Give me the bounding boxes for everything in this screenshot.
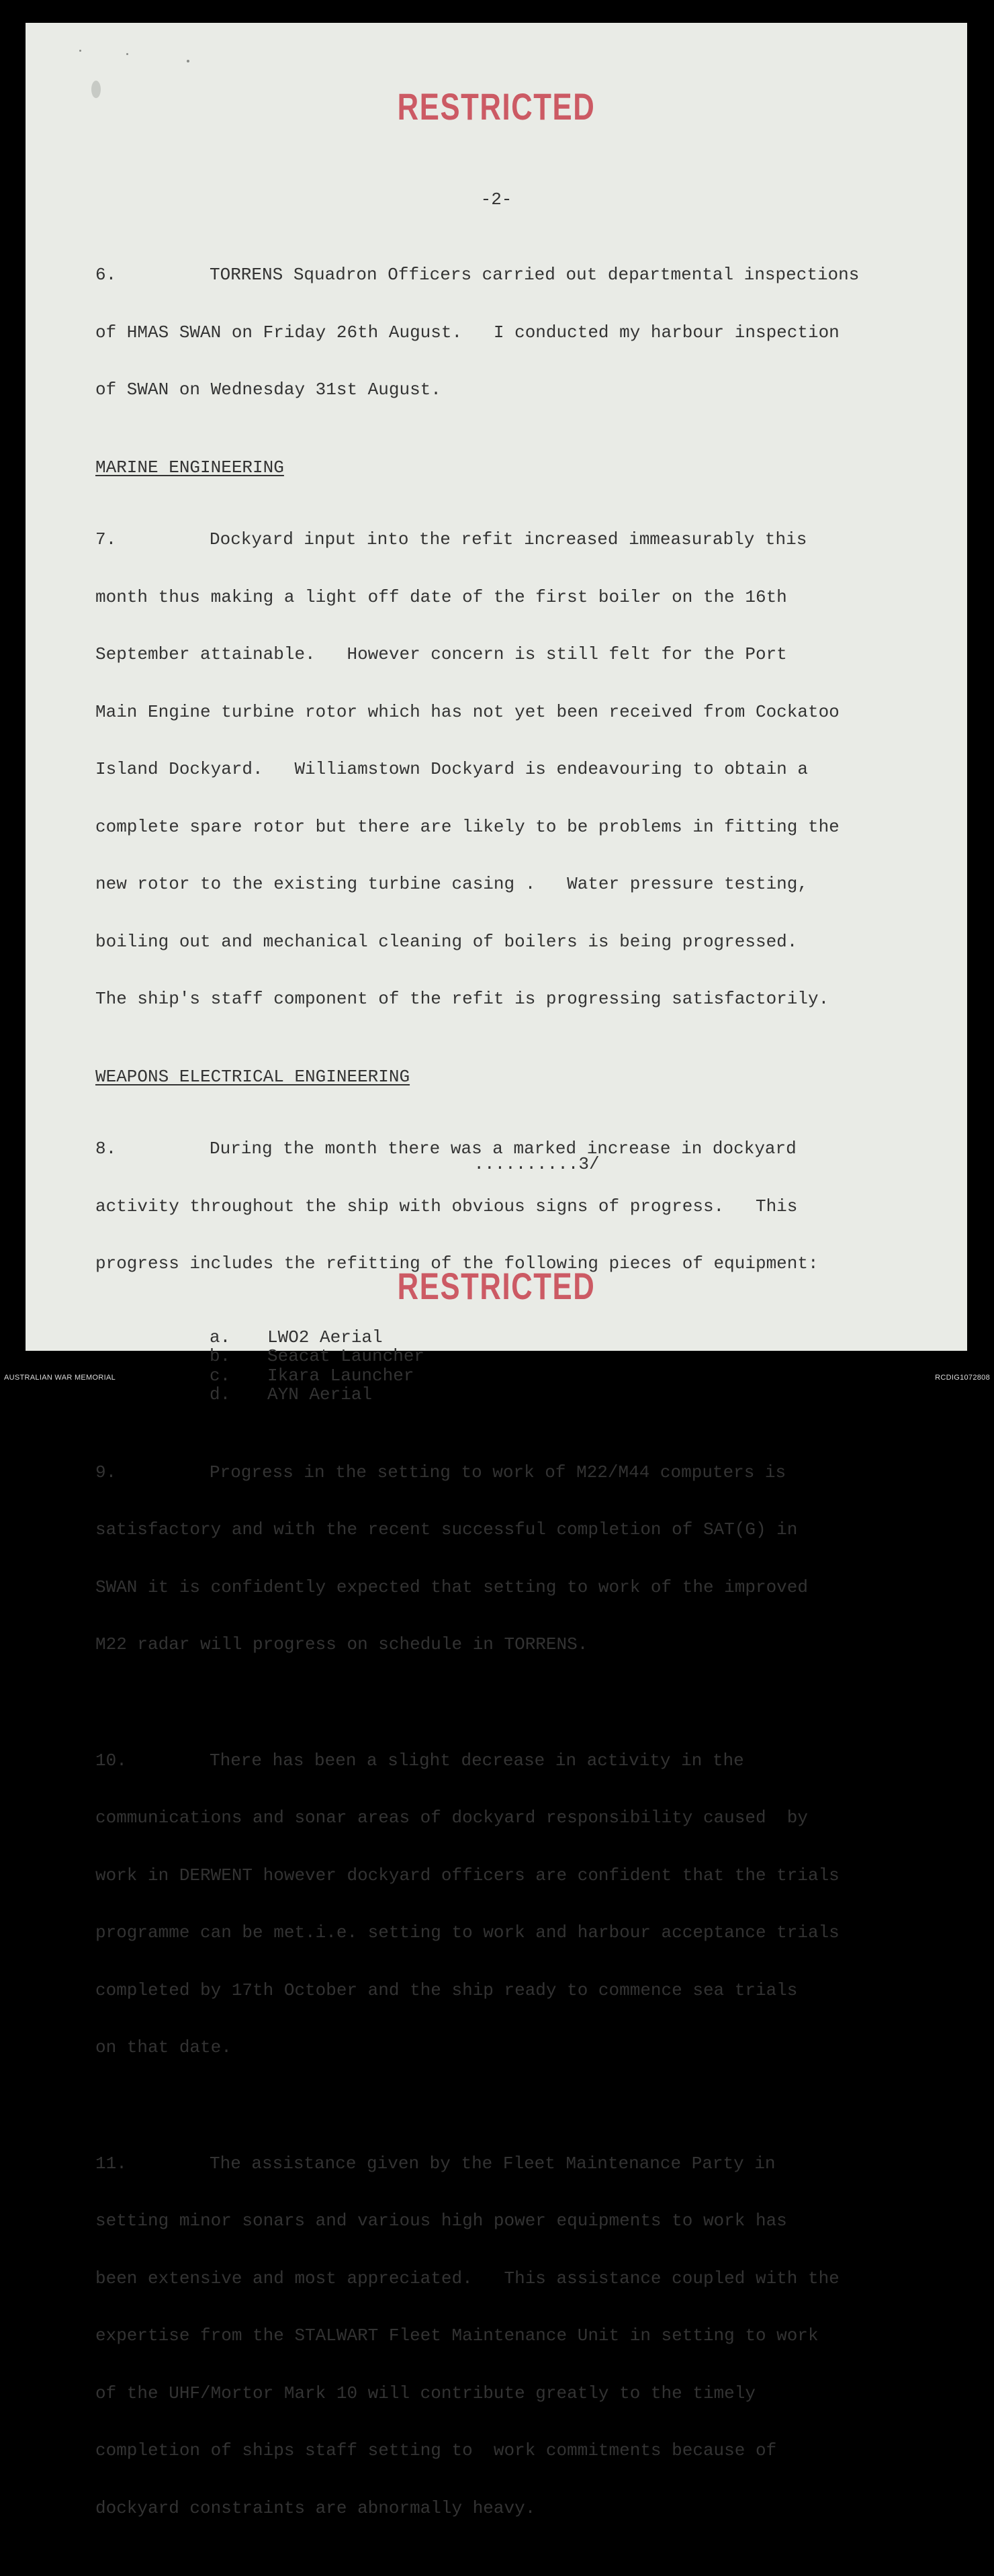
paragraph-line: activity throughout the ship with obvious signs of progress. This	[95, 1196, 798, 1216]
list-text: Ikara Launcher	[267, 1365, 414, 1386]
list-letter: c.	[210, 1365, 231, 1386]
archive-credit: AUSTRALIAN WAR MEMORIAL	[4, 1374, 116, 1382]
paragraph-number: 7.	[95, 529, 117, 549]
paragraph-line: TORRENS Squadron Officers carried out departmental inspections	[210, 265, 860, 285]
paragraph-number: 8.	[95, 1139, 117, 1159]
list-text: Seacat Launcher	[267, 1346, 425, 1366]
paper-blemish	[187, 60, 189, 62]
paragraph-line: The ship's staff component of the refit is progressing satisfactorily.	[95, 989, 829, 1009]
paragraph-line: SWAN it is confidently expected that setting to work of the improved	[95, 1576, 808, 1597]
restricted-stamp-bottom: RESTRICTED	[397, 1265, 596, 1307]
archive-reference: RCDIG1072808	[935, 1374, 990, 1382]
list-text: LWO2 Aerial	[267, 1327, 383, 1347]
paragraph-line: completion of ships staff setting to work commitments because of	[95, 2440, 777, 2460]
paragraph-line: completed by 17th October and the ship ready to commence sea trials	[95, 1980, 798, 2000]
paragraph-number: 6.	[95, 265, 117, 285]
paragraph-line: Progress in the setting to work of M22/M44 computers is	[210, 1462, 786, 1482]
paragraph-line: The assistance given by the Fleet Maintenance Party in	[210, 2153, 776, 2174]
paragraph-line: programme can be met.i.e. setting to work and harbour acceptance trials	[95, 1922, 840, 1943]
paragraph-line: month thus making a light off date of the first boiler on the 16th	[95, 586, 787, 607]
paragraph-line: During the month there was a marked increase in dockyard	[210, 1139, 797, 1159]
paragraph-line: on that date.	[95, 2037, 232, 2057]
paragraph-line: Island Dockyard. Williamstown Dockyard is endeavouring to obtain a	[95, 759, 808, 779]
paragraph-number: 10.	[95, 1750, 127, 1771]
paragraph-line: September attainable. However concern is still felt for the Port	[95, 644, 787, 664]
paragraph-line: work in DERWENT however dockyard officers are confident that the trials	[95, 1865, 840, 1885]
equipment-list	[95, 1328, 942, 1405]
list-item	[210, 1366, 942, 1386]
paragraph-line: There has been a slight decrease in activity in the	[210, 1750, 744, 1771]
restricted-stamp-top: RESTRICTED	[397, 85, 596, 128]
paragraph-6	[95, 227, 942, 438]
paragraph-line: of HMAS SWAN on Friday 26th August. I conducted my harbour inspection	[95, 322, 840, 343]
paragraph-line: progress includes the refitting of the following pieces of equipment:	[95, 1253, 819, 1274]
list-text: AYN Aerial	[267, 1384, 373, 1405]
paper-blemish	[79, 50, 81, 52]
paragraph-number: 11.	[95, 2153, 127, 2174]
section-heading-weapons-electrical-engineering: WEAPONS ELECTRICAL ENGINEERING	[95, 1066, 410, 1087]
paragraph-line: communications and sonar areas of dockyard responsibility caused by	[95, 1808, 808, 1828]
paragraph-line: of SWAN on Wednesday 31st August.	[95, 380, 441, 400]
paragraph-line: Main Engine turbine rotor which has not yet been received from Cockatoo	[95, 701, 840, 722]
paragraph-line: been extensive and most appreciated. This assistance coupled with the	[95, 2268, 840, 2289]
paper-blemish	[91, 81, 101, 98]
page-number: -2-	[480, 189, 512, 210]
document-body	[95, 227, 942, 2576]
paragraph-number: 9.	[95, 1462, 117, 1482]
paragraph-line: Dockyard input into the refit increased immeasurably this	[210, 529, 807, 549]
paragraph-line: setting minor sonars and various high power equipments to work has	[95, 2211, 787, 2231]
paragraph-10	[95, 1713, 942, 2096]
paragraph-line: boiling out and mechanical cleaning of boilers is being progressed.	[95, 931, 798, 952]
paragraph-line: complete spare rotor but there are likely to be problems in fitting the	[95, 816, 840, 837]
paragraph-line: expertise from the STALWART Fleet Maintenance Unit in setting to work	[95, 2325, 819, 2346]
list-item	[210, 1347, 942, 1366]
paragraph-line: satisfactory and with the recent successful completion of SAT(G) in	[95, 1519, 798, 1540]
list-letter: a.	[210, 1327, 231, 1347]
paragraph-7	[95, 492, 942, 1047]
paragraph-line: dockyard constraints are abnormally heavy.	[95, 2497, 536, 2518]
list-item	[210, 1328, 942, 1347]
list-item	[210, 1385, 942, 1405]
list-letter: d.	[210, 1384, 231, 1405]
paragraph-9	[95, 1425, 942, 1693]
paragraph-11	[95, 2116, 942, 2557]
section-heading-marine-engineering: MARINE ENGINEERING	[95, 457, 284, 478]
list-letter: b.	[210, 1346, 231, 1366]
continuation-marker: ..........3/	[473, 1154, 600, 1174]
paragraph-line: new rotor to the existing turbine casing . Water pressure testing,	[95, 874, 808, 894]
paper-blemish	[126, 53, 128, 55]
paragraph-line: of the UHF/Mortor Mark 10 will contribute greatly to the timely	[95, 2383, 756, 2403]
paragraph-line: M22 radar will progress on schedule in TORRENS.	[95, 1634, 588, 1654]
